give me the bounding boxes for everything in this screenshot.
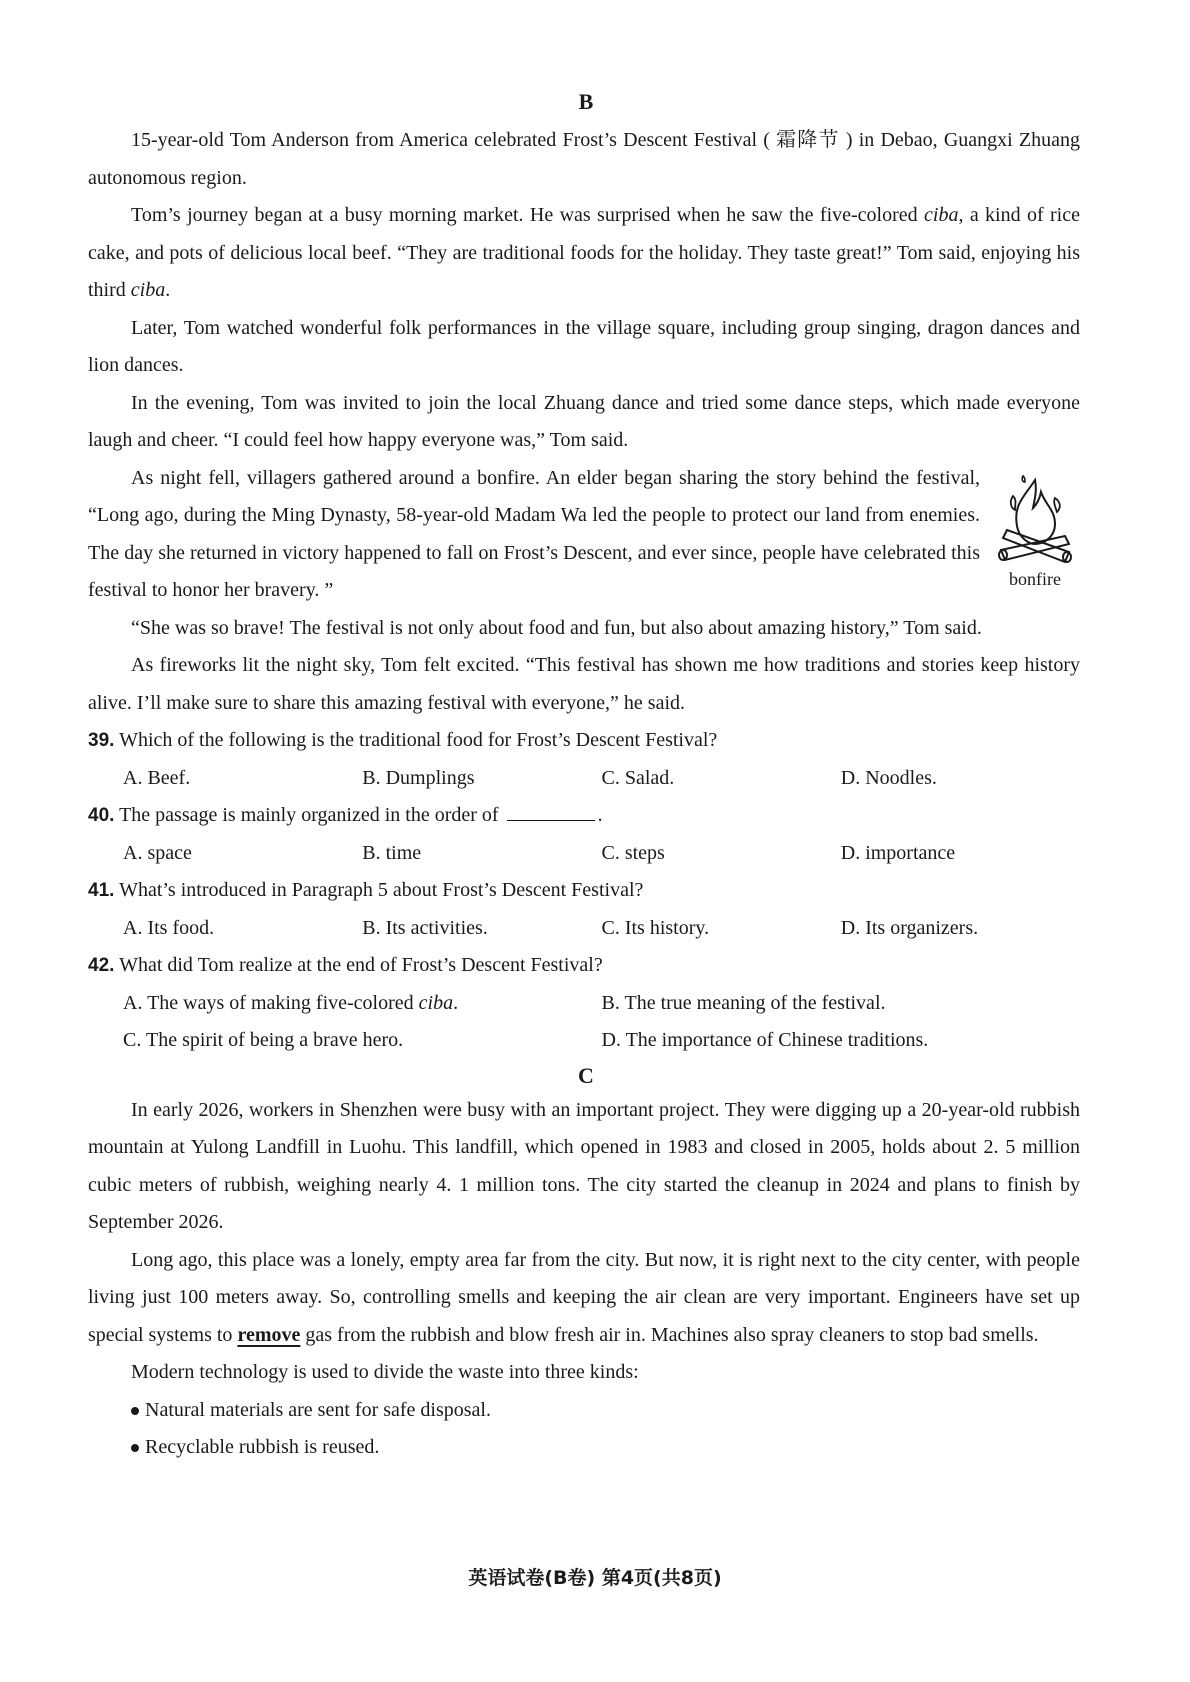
bonfire-caption: bonfire: [1009, 568, 1061, 589]
bonfire-paragraph-block: [88, 460, 1080, 610]
passage-b-paragraph-4: In the evening, Tom was invited to join the local Zhuang dance and tried some dance steps, which made everyone laugh and cheer. “I could feel how happy everyone was,” Tom said.: [88, 391, 1080, 451]
option-c[interactable]: C. Salad.: [601, 766, 675, 789]
passage-c: [88, 1092, 1080, 1467]
passage-b-paragraph-6: “She was so brave! The festival is not only about food and fun, but also about amazing history,” Tom said.: [131, 616, 982, 639]
option-d[interactable]: D. Its organizers.: [840, 916, 979, 939]
passage-c-paragraph-1: In early 2026, workers in Shenzhen were busy with an important project. They were digging up a 20-year-old rubbish mountain at Yulong Landfill in Luohu. This landfill, which opened in 1983 and closed in 2005, holds about 2. 5 million cubic meters of rubbish, weighing nearly 4. 1 million tons. The city started the cleanup in 2024 and plans to finish by September 2026.: [88, 1098, 1080, 1233]
bonfire-illustration: [990, 468, 1080, 598]
option-a[interactable]: A. Its food.: [123, 916, 215, 939]
option-a[interactable]: A. space: [123, 841, 192, 864]
option-d[interactable]: D. importance: [840, 841, 956, 864]
question-text: Which of the following is the traditional food for Frost’s Descent Festival?: [119, 729, 718, 751]
question-42: [88, 947, 1080, 1060]
passage-b-paragraph-3: Later, Tom watched wonderful folk performances in the village square, including group singing, dragon dances and lion dances.: [88, 316, 1080, 376]
option-b[interactable]: B. Dumplings: [362, 766, 475, 789]
question-text: What did Tom realize at the end of Frost’s Descent Festival?: [119, 954, 603, 976]
section-b-title: B: [578, 89, 594, 114]
question-41: [88, 872, 1080, 947]
passage-b-paragraph-1: 15-year-old Tom Anderson from America celebrated Frost’s Descent Festival ( 霜降节 ) in Debao, Guangxi Zhuang autonomous region.: [88, 129, 1080, 189]
option-d[interactable]: D. The importance of Chinese traditions.: [601, 1029, 929, 1051]
option-a[interactable]: A. Beef.: [123, 766, 191, 789]
passage-b-paragraph-5: As night fell, villagers gathered around a bonfire. An elder began sharing the story behind the festival, “Long ago, during the Ming Dynasty, 58-year-old Madam Wa led the people to protect our land from enemies. The day she returned in victory happened to fall on Frost’s Descent, and ever since, people have celebrated this festival to honor her bravery. ”: [88, 466, 980, 601]
bullet-item: Natural materials are sent for safe disposal.: [88, 1392, 1080, 1430]
bonfire-icon: [995, 468, 1075, 568]
passage-b-paragraph-7: As fireworks lit the night sky, Tom felt excited. “This festival has shown me how traditions and stories keep history alive. I’ll make sure to share this amazing festival with everyone,” he said.: [88, 654, 1080, 714]
passage-c-paragraph-2: Long ago, this place was a lonely, empty area far from the city. But now, it is right next to the city center, with people living just 100 meters away. So, controlling smells and keeping the air clean are very important. Engineers have set up special systems to remove gas from the rubbish and blow fresh air in. Machines also spray cleaners to stop bad smells.: [88, 1248, 1080, 1346]
question-39: [88, 722, 1080, 797]
option-b[interactable]: B. time: [362, 841, 422, 864]
answer-blank[interactable]: [507, 800, 595, 821]
question-number: 41.: [88, 880, 115, 901]
question-number: 39.: [88, 730, 115, 751]
question-text: The passage is mainly organized in the order of: [119, 804, 499, 826]
question-number: 40.: [88, 805, 115, 826]
option-c[interactable]: C. steps: [601, 841, 665, 864]
section-c-title: C: [578, 1062, 594, 1088]
bullet-item: Recyclable rubbish is reused.: [88, 1429, 1080, 1467]
question-40: 40. The passage is mainly organized in the order of . A. space B. time C. steps D. importance: [88, 797, 1080, 872]
question-number: 42.: [88, 955, 115, 976]
option-c[interactable]: C. The spirit of being a brave hero.: [123, 1029, 404, 1051]
option-d[interactable]: D. Noodles.: [840, 766, 937, 789]
passage-c-paragraph-3: Modern technology is used to divide the waste into three kinds:: [131, 1361, 639, 1383]
bullet-dot-icon: [131, 1444, 139, 1452]
option-a[interactable]: A. The ways of making five-colored ciba.: [123, 991, 459, 1014]
exam-page: [88, 82, 1080, 1467]
passage-b-paragraph-2: Tom’s journey began at a busy morning market. He was surprised when he saw the five-colored ciba, a kind of rice cake, and pots of delicious local beef. “They are traditional foods for the holiday. They taste great!” Tom said, enjoying his third ciba.: [88, 204, 1080, 301]
option-b[interactable]: B. The true meaning of the festival.: [601, 991, 886, 1014]
page-footer: 英语试卷(B卷) 第4页(共8页): [468, 1567, 722, 1589]
bullet-dot-icon: [131, 1407, 139, 1415]
option-c[interactable]: C. Its history.: [601, 916, 710, 939]
question-text: What’s introduced in Paragraph 5 about Frost’s Descent Festival?: [119, 879, 644, 901]
option-b[interactable]: B. Its activities.: [362, 916, 488, 939]
key-word-remove: remove: [237, 1323, 301, 1346]
passage-b: [88, 122, 1080, 722]
